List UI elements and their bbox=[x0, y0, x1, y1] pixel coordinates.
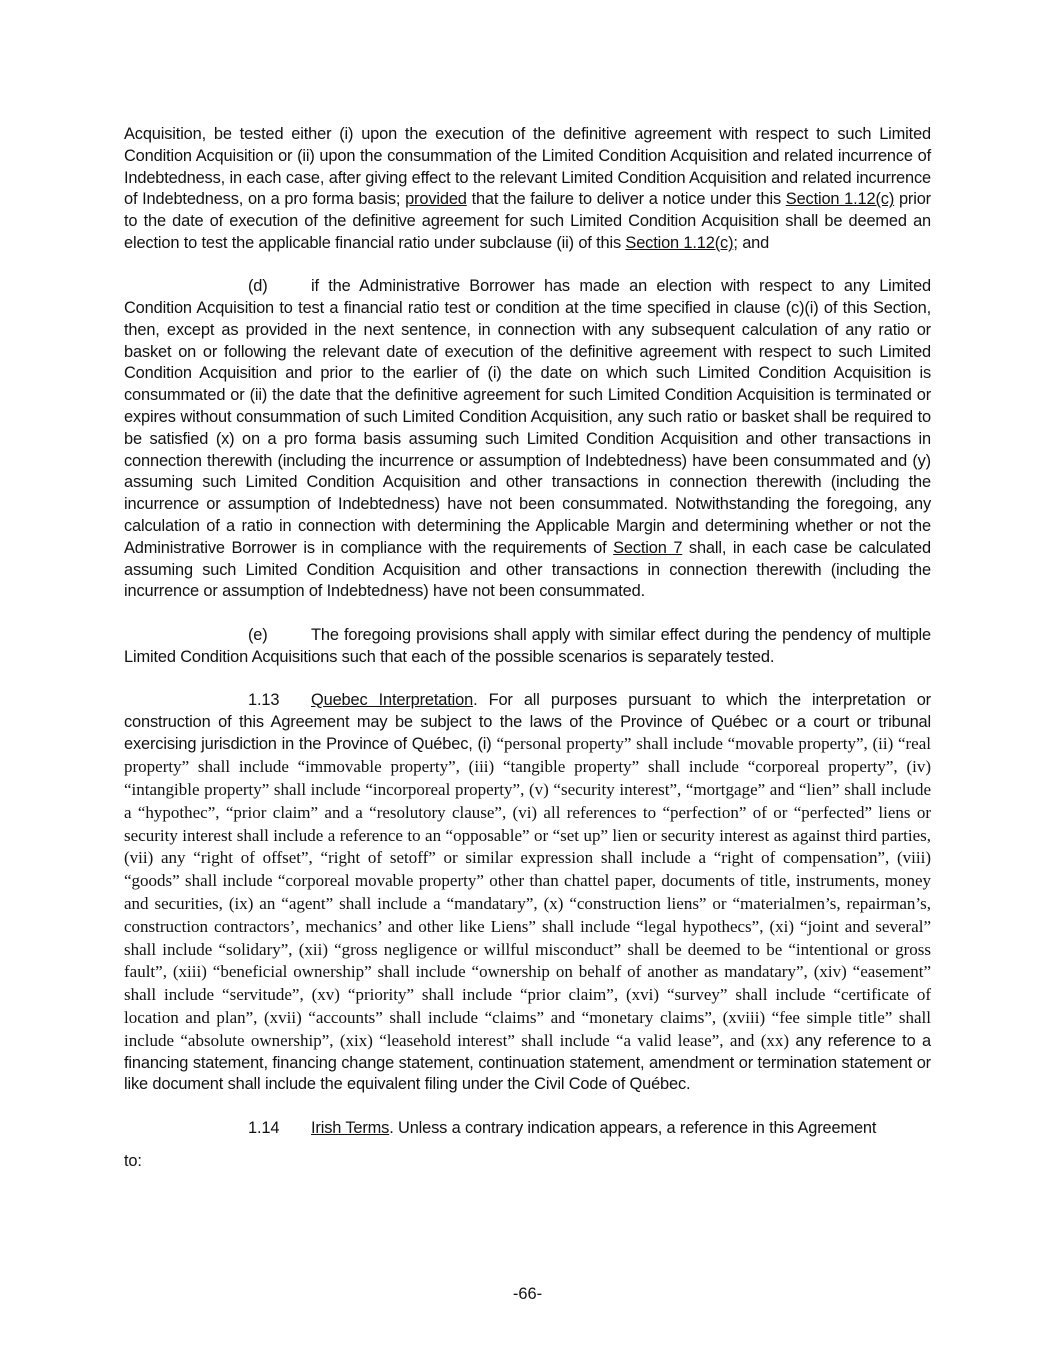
section-text: any reference to a financing statement, financing change statement, continuation statement, amendment or termination statement or like document shall include the equivalent filing under the Civil Code of Québec. bbox=[124, 1031, 931, 1094]
clause-text: The foregoing provisions shall apply with similar effect during the pendency of multiple Limited Condition Acquisitions such that each of the possible scenarios is separately tested. bbox=[124, 625, 931, 666]
section-1-14 bbox=[124, 1118, 931, 1140]
clause-label: (d) bbox=[248, 277, 268, 296]
section-heading: Irish Terms bbox=[311, 1118, 390, 1137]
clause-e bbox=[124, 625, 931, 669]
section-text: . Unless a contrary indication appears, a reference in this Agreement bbox=[389, 1118, 877, 1137]
paragraph-text: prior to the date of execution of the definitive agreement for such Limited Condition Acquisition shall be deemed an election to test the applicable financial ratio under subclause (ii) of this bbox=[124, 190, 931, 252]
clause-text: shall, in each case be calculated assuming such Limited Condition Acquisition and other transactions in connection therewith (including the incurrence or assumption of Indebtedness) have not been consummated. bbox=[124, 538, 931, 601]
section-definitions-text: “personal property” shall include “movable property”, (ii) “real property” shall include “immovable property”, (iii) “tangible property” shall include “corporeal property”, (iv) “intangible property” shall include “incorporeal property”, (v) “security interest”, “mortgage” and “lien” shall include a “hypothec”, “prior claim” and a “resolutory clause”, (vi) all references to “perfection” of or “perfected” liens or security interest shall include a reference to an “opposable” or “set up” lien or security interest as against third parties, (vii) any “right of offset”, “right of setoff” or similar expression shall include a “right of compensation”, (viii) “goods” shall include “corporeal movable property” other than chattel paper, documents of title, instruments, money and securities, (ix) an “agent” shall include a “mandatary”, (x) “construction liens” or “materialmen’s, repairman’s, construction contractors’, mechanics’ and other like Liens” shall include “legal hypothecs”, (xi) “joint and several” shall include “solidary”, (xii) “gross negligence or willful misconduct” shall be deemed to be “intentional or gross fault”, (xiii) “beneficial ownership” shall include “ownership on behalf of another as mandatary”, (xiv) “easement” shall include “servitude”, (xv) “priority” shall include “prior claim”, (xvi) “survey” shall include “certificate of location and plan”, (xvii) “accounts” shall include “claims” and “monetary claims”, (xviii) “fee simple title” shall include “absolute ownership”, (xix) “leasehold interest” shall include “a valid lease”, and (xx) bbox=[124, 734, 931, 1050]
section-1-13 bbox=[124, 690, 931, 1096]
provided-term: provided bbox=[405, 190, 467, 209]
paragraph-text: Acquisition, be tested either (i) upon the execution of the definitive agreement with respect to such Limited Condition Acquisition or (ii) upon the consummation of the Limited Condition Acquisition and related incurrence of Indebtedness, in each case, after giving effect to the relevant Limited Condition Acquisition and related incurrence of Indebtedness, on a pro forma basis; bbox=[124, 125, 931, 209]
section-text: . For all purposes pursuant to which the interpretation or construction of this Agreement may be subject to the laws of the Province of Québec or a court or tribunal exercising jurisdiction in the Province of Québec, (i) bbox=[124, 690, 931, 754]
clause-text: if the Administrative Borrower has made an election with respect to any Limited Condition Acquisition to test a financial ratio test or condition at the time specified in clause (c)(i) of this Section, then, except as provided in the next sentence, in connection with any subsequent calculation of any ratio or basket on or following the relevant date of execution of the definitive agreement with respect to such Limited Condition Acquisition and prior to the earlier of (i) the date on which such Limited Condition Acquisition is consummated or (ii) the date that the definitive agreement for such Limited Condition Acquisition is terminated or expires without consummation of such Limited Condition Acquisition, any such ratio or basket shall be required to be satisfied (x) on a pro forma basis assuming such Limited Condition Acquisition and other transactions in connection therewith (including the incurrence or assumption of Indebtedness) have been consummated and (y) assuming such Limited Condition Acquisition and other transactions in connection therewith (including the incurrence or assumption of Indebtedness) have not been consummated. Notwithstanding the foregoing, any calculation of a ratio in connection with determining the Applicable Margin and determining whether or not the Administrative Borrower is in compliance with the requirements of bbox=[124, 277, 931, 557]
paragraph-text: that the failure to deliver a notice under this bbox=[466, 190, 786, 209]
document-body bbox=[124, 124, 931, 1195]
section-reference-link: Section 1.12(c) bbox=[625, 233, 734, 252]
clause-label: (e) bbox=[248, 625, 268, 644]
clause-d bbox=[124, 276, 931, 603]
paragraph-text: ; and bbox=[733, 233, 770, 252]
section-heading: Quebec Interpretation bbox=[311, 690, 474, 709]
section-reference-link: Section 7 bbox=[613, 538, 683, 557]
paragraph-continuation bbox=[124, 124, 931, 255]
section-number: 1.13 bbox=[248, 690, 280, 709]
section-number: 1.14 bbox=[248, 1118, 280, 1137]
section-1-14-continuation: to: bbox=[124, 1152, 142, 1171]
section-reference-link: Section 1.12(c) bbox=[785, 190, 895, 209]
page-number: -66- bbox=[512, 1285, 543, 1303]
